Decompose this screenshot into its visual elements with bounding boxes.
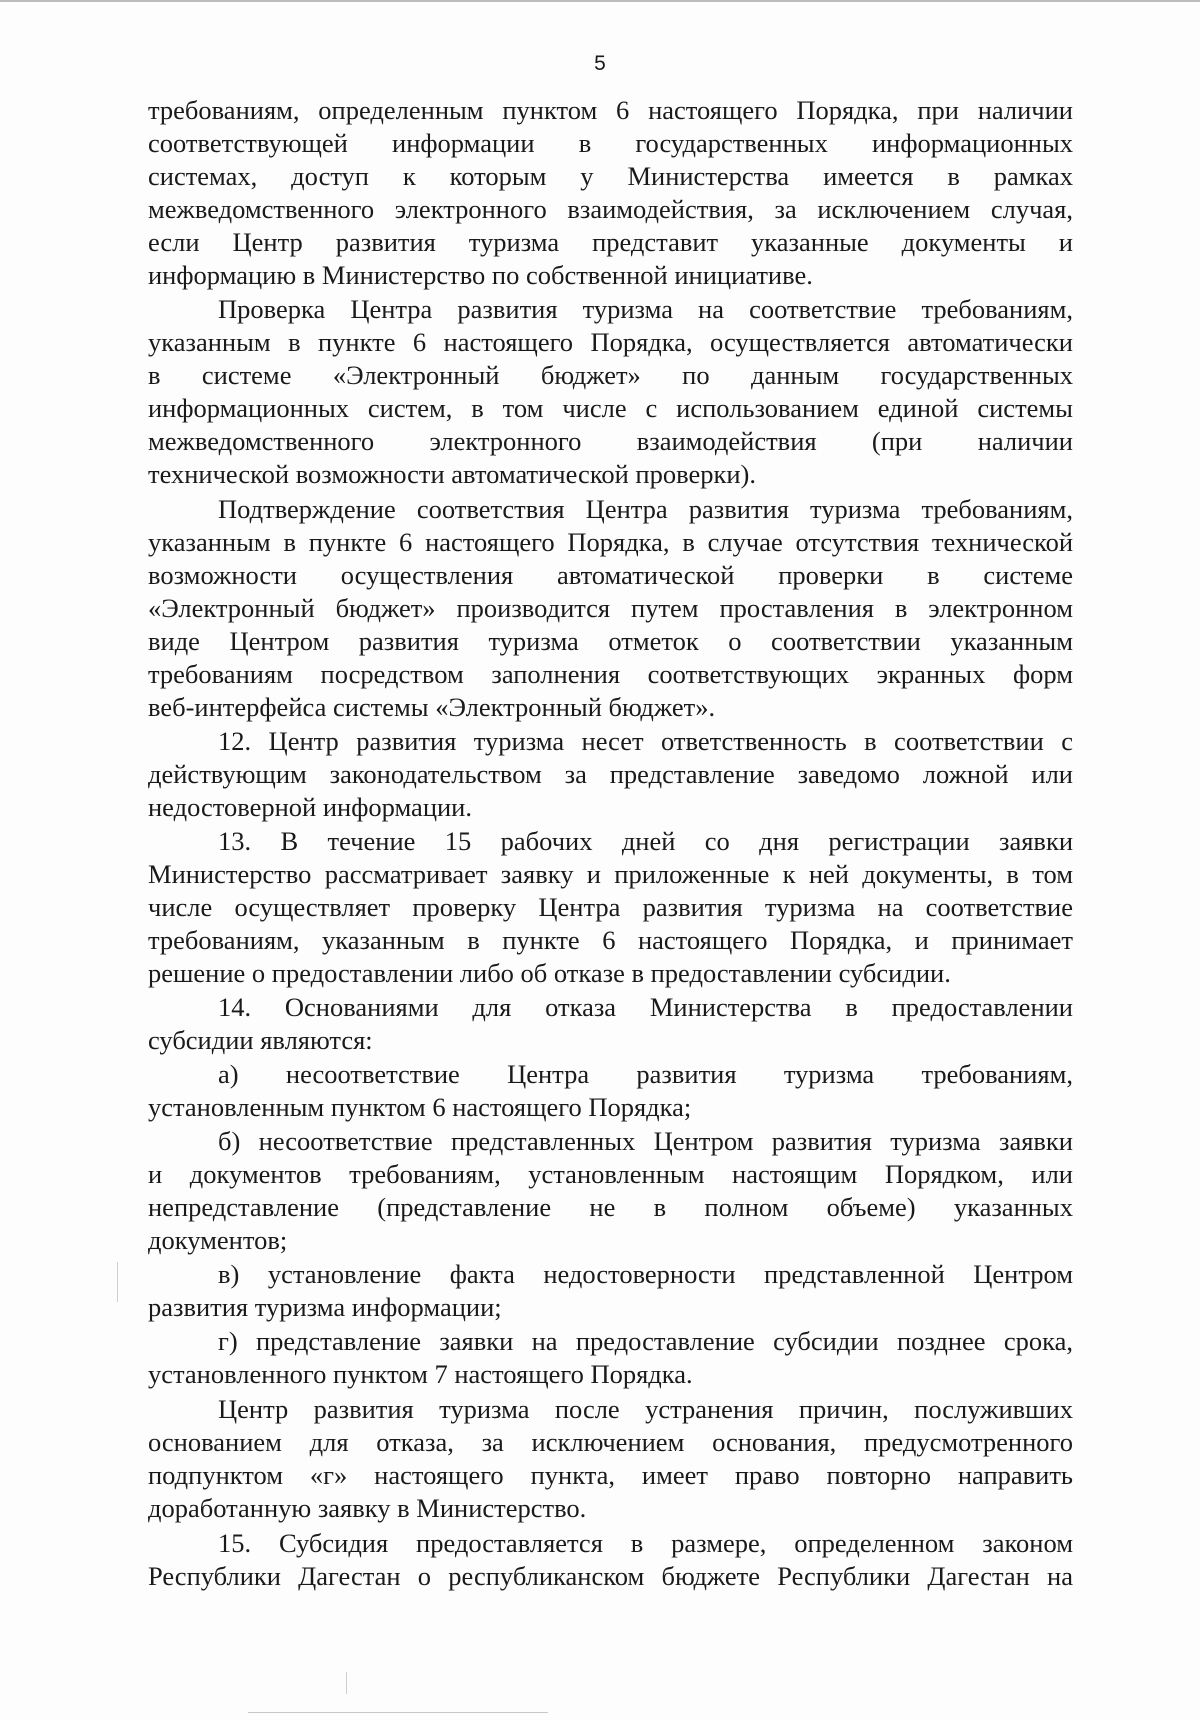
text-line: требованиям посредством заполнения соответствующих экранных форм bbox=[148, 659, 1073, 689]
text-line: установленного пунктом 7 настоящего Порядка. bbox=[148, 1359, 693, 1389]
text-line: «Электронный бюджет» производится путем проставления в электронном bbox=[148, 593, 1073, 623]
text-line: подпунктом «г» настоящего пункта, имеет право повторно направить bbox=[148, 1460, 1073, 1490]
scan-bottom-edge bbox=[248, 1712, 548, 1713]
text-line: указанным в пункте 6 настоящего Порядка, в случае отсутствия технической bbox=[148, 527, 1073, 557]
text-line: соответствующей информации в государственных информационных bbox=[148, 128, 1073, 158]
text-line: установленным пунктом 6 настоящего Порядка; bbox=[148, 1092, 692, 1122]
text-line: и документов требованиям, установленным настоящим Порядком, или bbox=[148, 1159, 1073, 1189]
text-line: документов; bbox=[148, 1225, 288, 1255]
text-line: решение о предоставлении либо об отказе в предоставлении субсидии. bbox=[148, 958, 951, 988]
text-line: Министерство рассматривает заявку и приложенные к ней документы, в том bbox=[148, 859, 1073, 889]
text-line: требованиям, определенным пунктом 6 настоящего Порядка, при наличии bbox=[148, 95, 1073, 125]
text-line: развития туризма информации; bbox=[148, 1292, 502, 1322]
text-line: основанием для отказа, за исключением основания, предусмотренного bbox=[148, 1427, 1073, 1457]
paragraph-first-line: Проверка Центра развития туризма на соответствие требованиям, bbox=[218, 294, 1073, 324]
scan-artifact bbox=[117, 1262, 118, 1302]
text-line: недостоверной информации. bbox=[148, 792, 472, 822]
clause-12: 12. Центр развития туризма несет ответственность в соответствии с bbox=[218, 726, 1073, 756]
text-line: указанным в пункте 6 настоящего Порядка, осуществляется автоматически bbox=[148, 327, 1073, 357]
paragraph-first-line: Центр развития туризма после устранения причин, послуживших bbox=[218, 1394, 1073, 1424]
subclause-g: г) представление заявки на предоставление субсидии позднее срока, bbox=[218, 1326, 1073, 1356]
text-line: непредставление (представление не в полном объеме) указанных bbox=[148, 1192, 1073, 1222]
text-line: возможности осуществления автоматической проверки в системе bbox=[148, 560, 1073, 590]
text-line: веб-интерфейса системы «Электронный бюджет». bbox=[148, 692, 716, 722]
subclause-a: а) несоответствие Центра развития туризма требованиям, bbox=[218, 1059, 1073, 1089]
clause-15: 15. Субсидия предоставляется в размере, определенном законом bbox=[218, 1528, 1073, 1558]
text-line: информацию в Министерство по собственной инициативе. bbox=[148, 260, 813, 290]
text-line: межведомственного электронного взаимодействия (при наличии bbox=[148, 426, 1073, 456]
subclause-b: б) несоответствие представленных Центром развития туризма заявки bbox=[218, 1126, 1073, 1156]
clause-14: 14. Основаниями для отказа Министерства в предоставлении bbox=[218, 992, 1073, 1022]
scan-artifact bbox=[346, 1672, 347, 1694]
text-line: информационных систем, в том числе с использованием единой системы bbox=[148, 393, 1073, 423]
text-line: технической возможности автоматической проверки). bbox=[148, 459, 756, 489]
text-line: системах, доступ к которым у Министерства имеется в рамках bbox=[148, 161, 1073, 191]
text-line: числе осуществляет проверку Центра развития туризма на соответствие bbox=[148, 892, 1073, 922]
text-line: если Центр развития туризма представит указанные документы и bbox=[148, 227, 1073, 257]
text-line: в системе «Электронный бюджет» по данным государственных bbox=[148, 360, 1073, 390]
text-line: виде Центром развития туризма отметок о соответствии указанным bbox=[148, 626, 1073, 656]
text-line: доработанную заявку в Министерство. bbox=[148, 1493, 587, 1523]
text-line: межведомственного электронного взаимодействия, за исключением случая, bbox=[148, 194, 1073, 224]
paragraph-first-line: Подтверждение соответствия Центра развития туризма требованиям, bbox=[218, 494, 1073, 524]
scan-top-edge bbox=[0, 0, 1200, 2]
text-line: Республики Дагестан о республиканском бюджете Республики Дагестан на bbox=[148, 1561, 1073, 1591]
text-line: требованиям, указанным в пункте 6 настоящего Порядка, и принимает bbox=[148, 925, 1073, 955]
text-line: действующим законодательством за представление заведомо ложной или bbox=[148, 759, 1073, 789]
text-line: субсидии являются: bbox=[148, 1025, 373, 1055]
page-number: 5 bbox=[594, 52, 606, 75]
clause-13: 13. В течение 15 рабочих дней со дня регистрации заявки bbox=[218, 826, 1073, 856]
subclause-v: в) установление факта недостоверности представленной Центром bbox=[218, 1259, 1073, 1289]
